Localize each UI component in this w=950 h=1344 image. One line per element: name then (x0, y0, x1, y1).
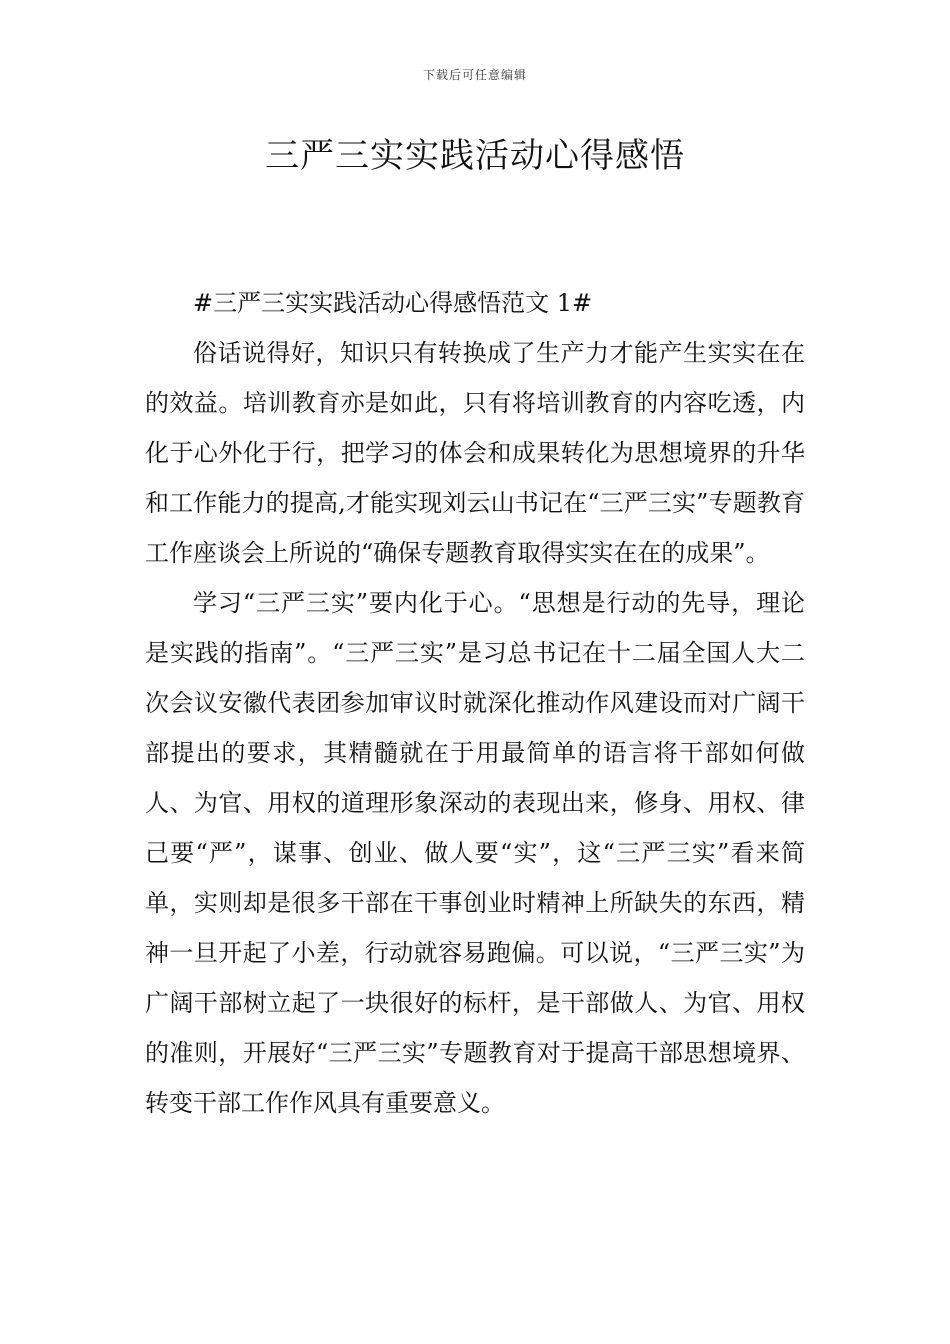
paragraph-1: 俗话说得好，知识只有转换成了生产力才能产生实实在在的效益。培训教育亦是如此，只有将培训教育的内容吃透，内化于心外化于行，把学习的体会和成果转化为思想境界的升华和工作能力的提高,才能实现刘云山书记在“三严三实”专题教育工作座谈会上所说的“确保专题教育取得实实在在的成果”。 (145, 339, 805, 567)
document-title: 三严三实实践活动心得感悟 (265, 136, 685, 176)
document-body (145, 278, 805, 1128)
paragraph-2: 学习“三严三实”要内化于心。“思想是行动的先导，理论是实践的指南”。“三严三实”是习总书记在十二届全国人大二次会议安徽代表团参加审议时就深化推动作风建设而对广阔干部提出的要求，其精髓就在于用最简单的语言将干部如何做人、为官、用权的道理形象深动的表现出来，修身、用权、律己要“严”，谋事、创业、做人要“实”，这“三严三实”看来简单，实则却是很多干部在干事创业时精神上所缺失的东西，精神一旦开起了小差，行动就容易跑偏。可以说，“三严三实”为广阔干部树立起了一块很好的标杆，是干部做人、为官、用权的准则，开展好“三严三实”专题教育对于提高干部思想境界、转变干部工作作风具有重要意义。 (145, 589, 805, 1117)
section-heading: #三严三实实践活动心得感悟范文 1# (193, 289, 593, 317)
download-note: 下载后可任意编辑 (422, 68, 527, 82)
